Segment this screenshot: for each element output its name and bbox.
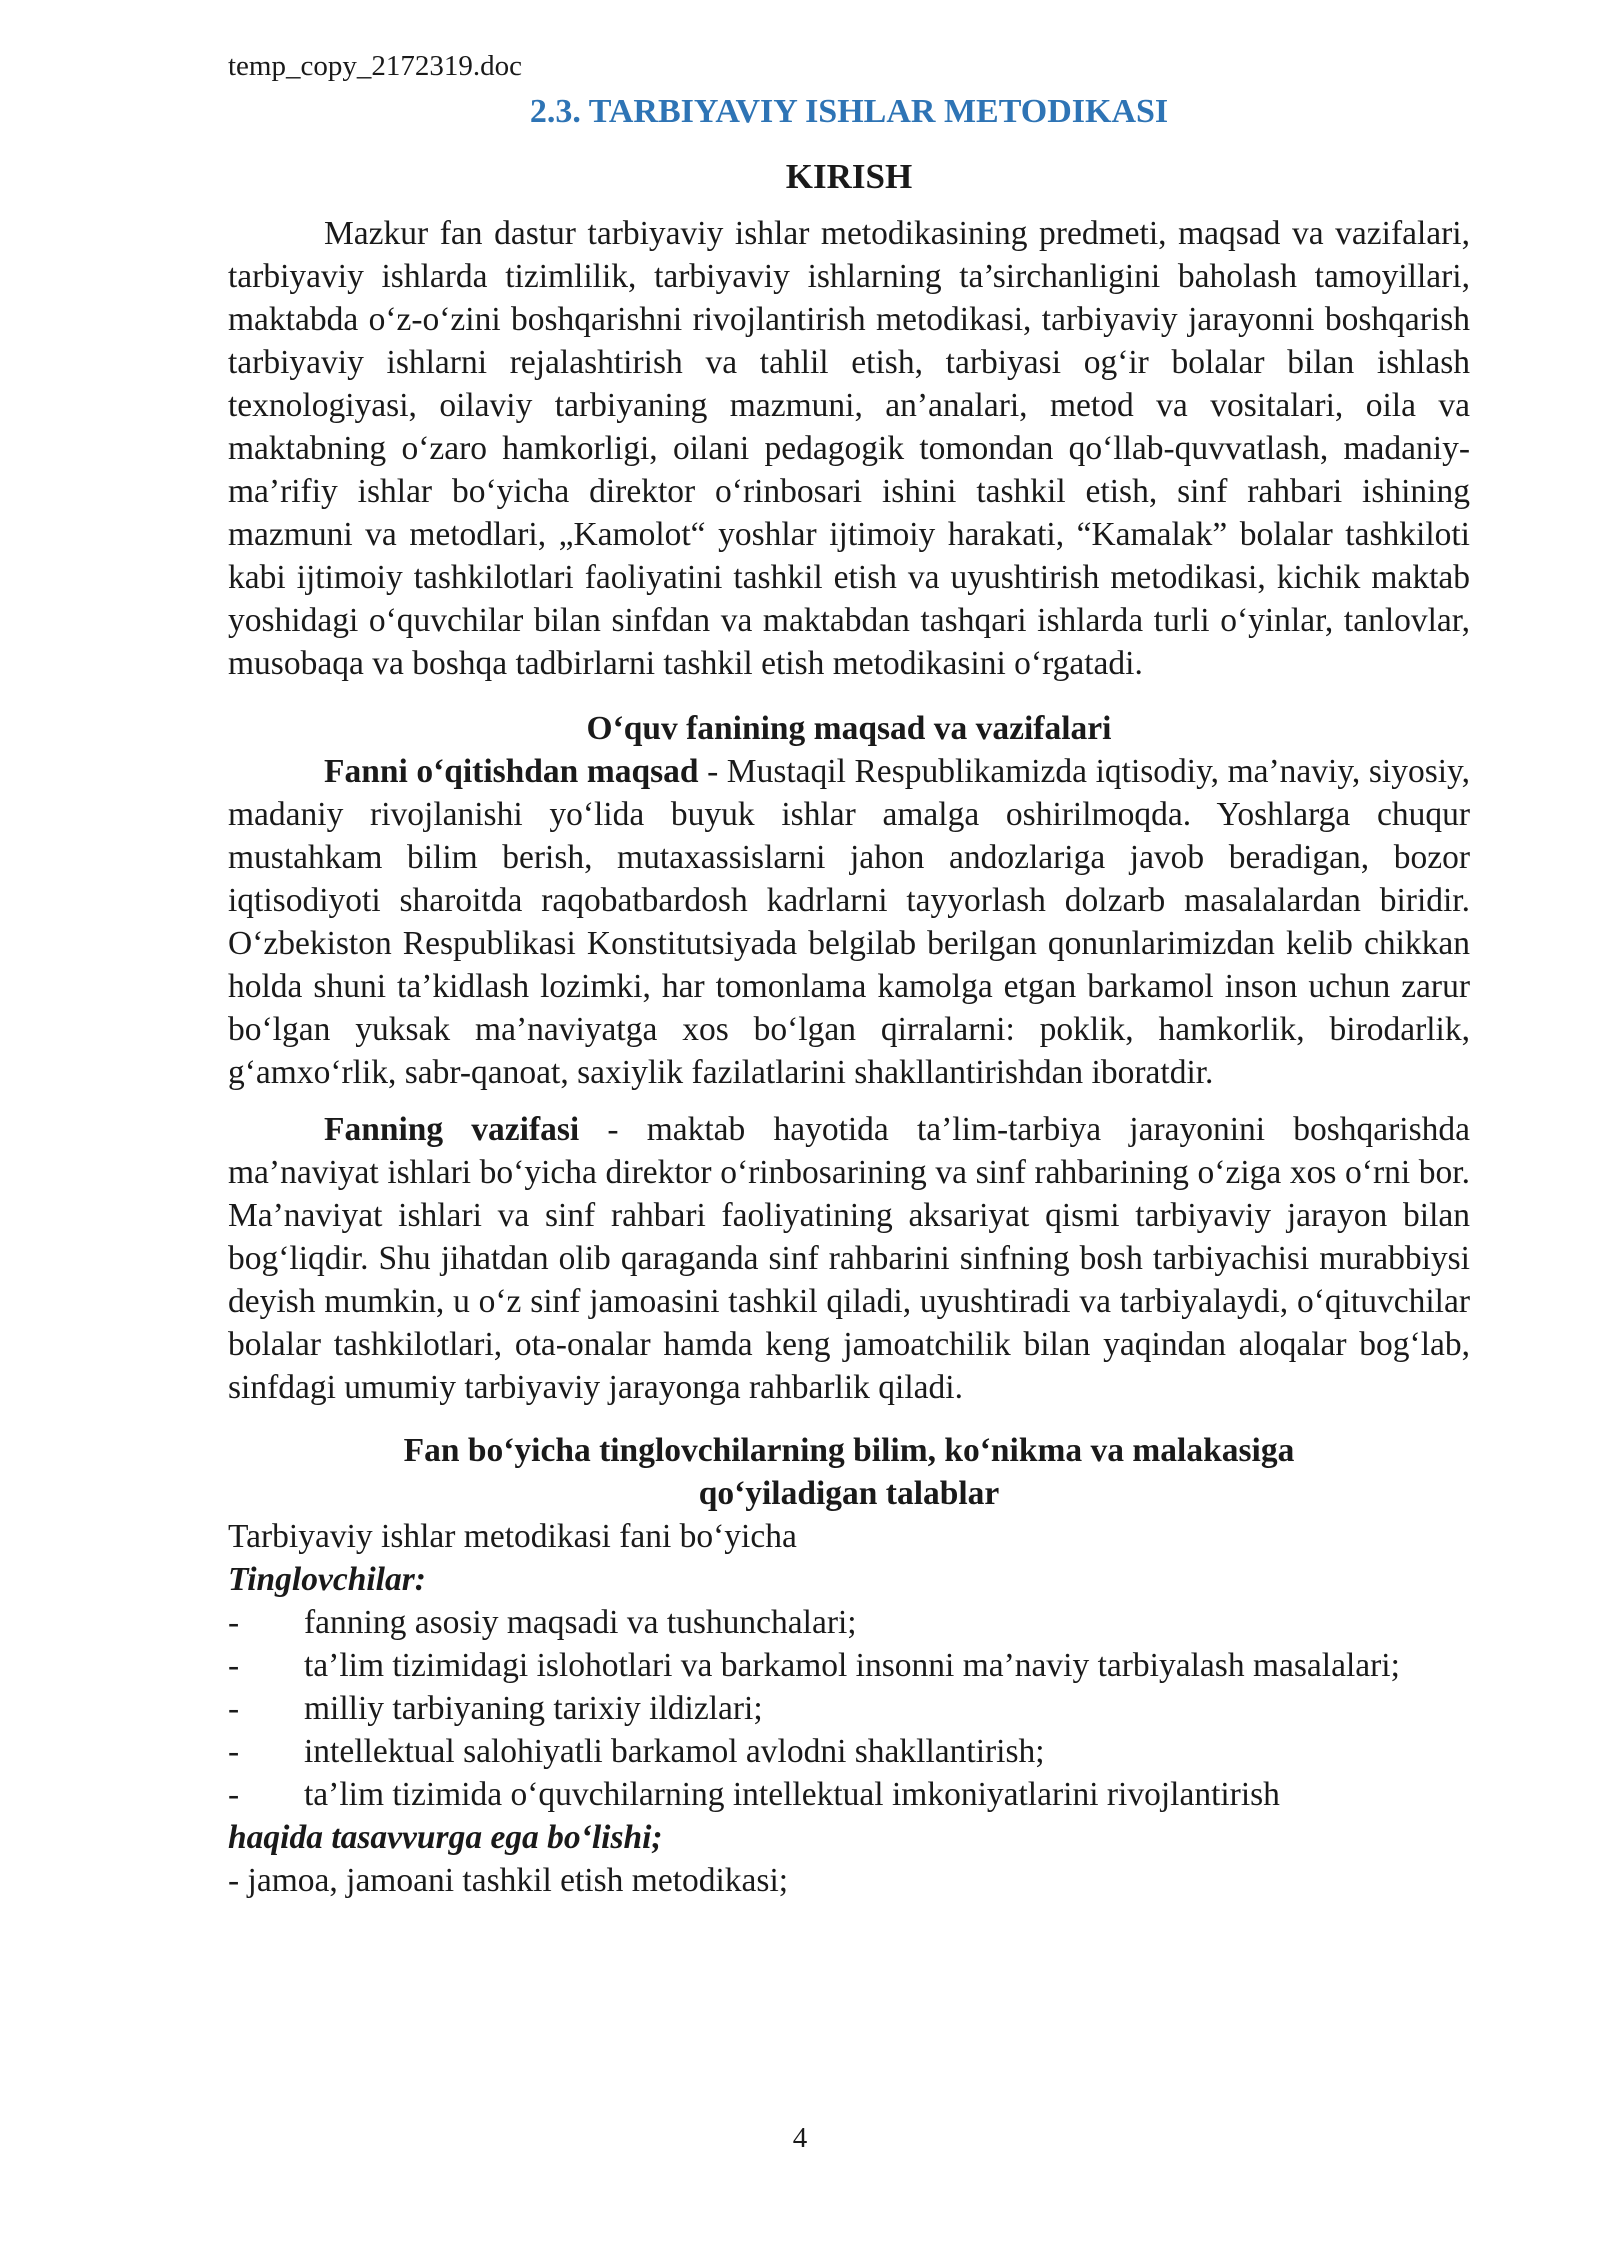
list-item-text: ta’lim tizimidagi islohotlari va barkamol insonni ma’naviy tarbiyalash masalalari;	[304, 1647, 1400, 1684]
list-item	[228, 1644, 1470, 1687]
list-dash: -	[228, 1776, 240, 1813]
last-list-item: - jamoa, jamoani tashkil etish metodikasi;	[228, 1862, 789, 1899]
list-item	[228, 1730, 1470, 1773]
aim-label: Fanni o‘qitishdan maqsad	[324, 753, 699, 790]
list-item	[228, 1601, 1470, 1644]
requirements-heading-line2: qo‘yiladigan talablar	[698, 1475, 1000, 1512]
intro-paragraph: Mazkur fan dastur tarbiyaviy ishlar metodikasining predmeti, maqsad va vazifalari, tarbiyaviy ishlarda tizimlilik, tarbiyaviy ishlarning ta’sirchanligini baholash tamoyillari, maktabda o‘z-o‘zini boshqarishni rivojlantirish metodikasi, tarbiyaviy jarayonni boshqarish tarbiyaviy ishlarni rejalashtirish va tahlil etish, tarbiyasi og‘ir bolalar bilan ishlash texnologiyasi, oilaviy tarbiyaning mazmuni, an’analari, metod va vositalari, oila va maktabning o‘zaro hamkorligi, oilani pedagogik tomondan qo‘llab-quvvatlash, madaniy-ma’rifiy ishlar bo‘yicha direktor o‘rinbosari ishini tashkil etish, sinf rahbari ishining mazmuni va metodlari, „Kamolot“ yoshlar ijtimoiy harakati, “Kamalak” bolalar tashkiloti kabi ijtimoiy tashkilotlari faoliyatini tashkil etish va uyushtirish metodikasi, kichik maktab yoshidagi o‘quvchilar bilan sinfdan va maktabdan tashqari ishlarda turli o‘yinlar, tanlovlar, musobaqa va boshqa tadbirlarni tashkil etish metodikasini o‘rgatadi.	[228, 215, 1470, 682]
list-dash: -	[228, 1647, 240, 1684]
requirements-intro: Tarbiyaviy ishlar metodikasi fani bo‘yicha	[228, 1518, 797, 1555]
aim-paragraph	[228, 750, 1470, 1094]
aim-text: - Mustaqil Respublikamizda iqtisodiy, ma’naviy, siyosiy, madaniy rivojlanishi yo‘lida buyuk ishlar amalga oshirilmoqda. Yoshlarga chuqur mustahkam bilim berish, mutaxassislarni jahon andozlariga javob beradigan, bozor iqtisodiyoti sharoitda raqobatbardosh kadrlarni tayyorlash dolzarb masalalardan biridir. O‘zbekiston Respublikasi Konstitutsiyada belgilab berilgan qonunlarimizdan kelib chikkan holda shuni ta’kidlash lozimki, har tomonlama kamolga etgan barkamol inson uchun zarur bo‘lgan yuksak ma’naviyatga xos bo‘lgan qirralarni: poklik, hamkorlik, birodarlik, g‘amxo‘rlik, sabr-qanoat, saxiylik fazilatlarini shakllantirishdan iboratdir.	[228, 753, 1470, 1091]
requirements-conclusion: haqida tasavvurga ega bo‘lishi;	[228, 1819, 663, 1856]
list-dash: -	[228, 1604, 240, 1641]
file-name-header: temp_copy_2172319.doc	[228, 50, 522, 82]
list-dash: -	[228, 1733, 240, 1770]
task-label: Fanning vazifasi	[324, 1111, 580, 1148]
list-item-text: fanning asosiy maqsadi va tushunchalari;	[304, 1604, 857, 1641]
intro-heading: KIRISH	[785, 157, 913, 196]
task-paragraph	[228, 1108, 1470, 1409]
page-number: 4	[792, 2122, 808, 2154]
section-title: 2.3. TARBIYAVIY ISHLAR METODIKASI	[529, 93, 1169, 130]
list-item-text: milliy tarbiyaning tarixiy ildizlari;	[304, 1690, 763, 1727]
list-item	[228, 1687, 1470, 1730]
document-body	[228, 88, 1470, 1902]
list-dash: -	[228, 1690, 240, 1727]
list-item	[228, 1773, 1470, 1816]
requirements-list	[228, 1601, 1470, 1816]
goals-heading: O‘quv fanining maqsad va vazifalari	[586, 710, 1112, 747]
listeners-label: Tinglovchilar:	[228, 1561, 426, 1598]
requirements-heading	[228, 1429, 1470, 1515]
requirements-heading-line1: Fan bo‘yicha tinglovchilarning bilim, ko‘nikma va malakasiga	[403, 1432, 1295, 1469]
list-item-text: ta’lim tizimida o‘quvchilarning intellektual imkoniyatlarini rivojlantirish	[304, 1776, 1280, 1813]
list-item-text: intellektual salohiyatli barkamol avlodni shakllantirish;	[304, 1733, 1045, 1770]
task-text: - maktab hayotida ta’lim-tarbiya jarayonini boshqarishda ma’naviyat ishlari bo‘yicha direktor o‘rinbosarining va sinf rahbarining o‘ziga xos o‘rni bor. Ma’naviyat ishlari va sinf rahbari faoliyatining aksariyat qismi tarbiyaviy jarayon bilan bog‘liqdir. Shu jihatdan olib qaraganda sinf rahbarini sinfning bosh tarbiyachisi murabbiysi deyish mumkin, u o‘z sinf jamoasini tashkil qiladi, uyushtiradi va tarbiyalaydi, o‘qituvchilar bolalar tashkilotlari, ota-onalar hamda keng jamoatchilik bilan yaqindan aloqalar bog‘lab, sinfdagi umumiy tarbiyaviy jarayonga rahbarlik qiladi.	[228, 1111, 1471, 1406]
